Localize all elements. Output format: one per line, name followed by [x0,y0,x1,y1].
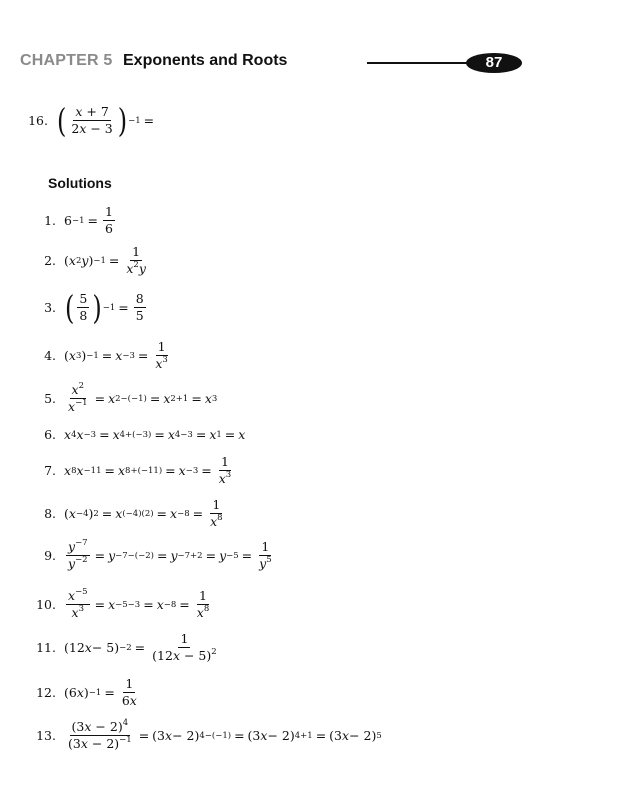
solution-expression: $\frac{x^2}{x^{-1}}$ = x 2−(−1) = x 2+1 = x 3 [68,381,218,415]
solution-10 [34,589,213,621]
solution-11 [34,632,221,664]
solution-number: 8. [44,506,56,522]
solution-expression: x 8 x −11 = x 8+(−11) = x −3 = $\frac{1}{x^3}$ [64,454,232,487]
problem-16 [26,101,157,140]
solution-number: 11. [36,640,56,656]
solution-4 [34,340,172,372]
solution-expression: ( x 3 ) −1 = x −3 = $\frac{1}{x^3}$ [64,339,168,372]
solution-expression: x 4 x −3 = x 4+(−3) = x 4−3 = x 1 = x [64,427,246,442]
solution-expression: (6 x ) −1 = $\frac{1}{6x}$ [64,676,137,709]
solution-5 [34,383,217,415]
solution-2 [34,245,150,277]
solution-number: 9. [44,548,56,564]
solution-number: 6. [44,427,56,442]
problem-expression: ( $\frac{x + 7}{2x - 3}$ ) −1 = [57,101,155,140]
chapter-label: CHAPTER 5 [20,52,113,69]
solution-6 [34,427,245,442]
solution-number: 1. [44,213,56,229]
solution-expression: $\frac{y^{-7}}{y^{-2}}$ = y −7−(−2) = y −7+2 = y −5 = $\frac{1}{y^5}$ [68,538,272,572]
problem-number: 16. [28,113,48,129]
solution-expression: ( x −4 ) 2 = x (−4)(2) = x −8 = $\frac{1}{x^8}$ [64,497,223,530]
solution-number: 2. [44,253,56,269]
solution-number: 10. [36,597,56,613]
solution-expression: ( $\frac{5}{8}$ ) −1 = $\frac{8}{5}$ [65,288,144,327]
solution-8 [34,498,227,530]
solution-number: 13. [36,728,56,744]
solution-number: 4. [44,348,56,364]
solution-expression: 6 −1 = $\frac{1}{6}$ [64,204,113,237]
solution-number: 5. [44,391,56,407]
solution-7 [34,455,235,487]
solution-1 [34,205,117,237]
solution-number: 3. [44,300,56,316]
solution-expression: ( x 2 y ) −1 = $\frac{1}{x^2y}$ [64,244,146,277]
solution-13 [34,720,382,752]
solution-12 [34,677,141,709]
solution-9 [34,540,276,572]
chapter-title: Exponents and Roots [123,52,288,69]
page-number-badge: 87 [466,53,522,73]
solution-expression: $\frac{x^{-5}}{x^3}$ = x −5−3 = x −8 = $\frac{1}{x^8}$ [68,587,210,621]
solution-number: 12. [36,685,56,701]
solution-number: 7. [44,463,56,479]
solution-expression: (12 x − 5) −2 = $\frac{1}{(12x - 5)^2}$ [64,631,217,664]
solution-expression: $\frac{(3x - 2)^4}{(3x - 2)^{-1}}$ = (3 x − 2) 4−(−1) = (3 x − 2) 4+1 = (3 x − 2) 5 [68,718,382,752]
solution-3 [34,288,148,327]
solutions-heading: Solutions [48,175,112,191]
